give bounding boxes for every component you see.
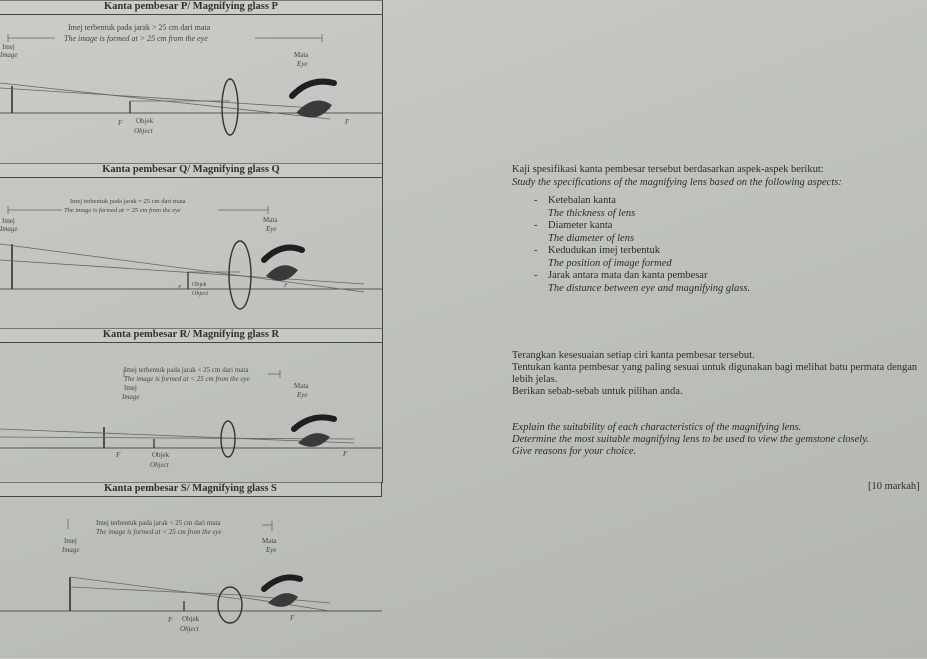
bullet-dash-icon: - bbox=[534, 195, 538, 206]
panel-s-title: Kanta pembesar S/ Magnifying glass S bbox=[0, 482, 382, 497]
panel-s-eyebrow-icon bbox=[264, 577, 300, 589]
aspect-en: The position of image formed bbox=[548, 257, 672, 269]
aspect-en: The distance between eye and magnifying glass. bbox=[548, 282, 751, 294]
panel-r-f-right: F bbox=[343, 450, 348, 458]
instruction-ms-2: Tentukan kanta pembesar yang paling sesuai untuk digunakan bagi melihat batu permata dengan lebih jelas. bbox=[512, 362, 918, 385]
panel-r-image-ms: Imej bbox=[124, 384, 137, 392]
instruction-ms-1: Terangkan kesesuaian setiap ciri kanta pembesar tersebut. bbox=[512, 350, 755, 361]
aspect-item bbox=[534, 195, 922, 220]
panel-s bbox=[0, 482, 382, 659]
panel-s-ray-diagram bbox=[0, 483, 382, 659]
aspect-ms: Kedudukan imej terbentuk bbox=[548, 245, 660, 256]
panel-q-eyebrow-icon bbox=[264, 248, 302, 260]
panel-s-caption-en: The image is formed at < 25 cm from the eye bbox=[96, 528, 222, 536]
panel-q-ray-diagram bbox=[0, 164, 382, 329]
panel-q-eye-icon bbox=[266, 265, 298, 281]
aspect-en: The diameter of lens bbox=[548, 232, 635, 244]
instructions-ms bbox=[512, 350, 922, 398]
panel-p-object-en: Object bbox=[134, 127, 153, 135]
panel-p-ray-diagram bbox=[0, 1, 382, 164]
panel-r-object-en: Object bbox=[150, 461, 169, 469]
panel-r-ray-diagram bbox=[0, 329, 382, 483]
aspect-ms: Diameter kanta bbox=[548, 220, 613, 231]
panel-r-caption-en: The image is formed at < 25 cm from the eye bbox=[124, 375, 250, 383]
aspect-list bbox=[534, 195, 922, 295]
bullet-dash-icon: - bbox=[534, 245, 538, 256]
panel-r-eyebrow-icon bbox=[294, 417, 334, 429]
panel-s-eye-icon bbox=[268, 593, 298, 607]
aspect-ms: Jarak antara mata dan kanta pembesar bbox=[548, 270, 708, 281]
bullet-dash-icon: - bbox=[534, 270, 538, 281]
panel-s-object-en: Object bbox=[180, 625, 199, 633]
panel-q-object-en: Object bbox=[192, 291, 208, 297]
panel-s-f-right: F bbox=[290, 614, 295, 622]
intro-ms: Kaji spesifikasi kanta pembesar tersebut berdasarkan aspek-aspek berikut: bbox=[512, 164, 824, 175]
panel-p-f-right: F bbox=[345, 118, 350, 126]
panel-s-eye-en: Eye bbox=[266, 546, 277, 554]
panel-s-image-ms: Imej bbox=[64, 537, 77, 545]
panel-p-lens bbox=[222, 79, 238, 135]
panel-r-caption-ms: Imej terbentuk pada jarak < 25 cm dari mata bbox=[124, 366, 249, 374]
panel-s-image-en: Image bbox=[62, 546, 80, 554]
panel-p-eye-en: Eye bbox=[297, 60, 308, 68]
panel-p-object-ms: Objek bbox=[136, 117, 154, 125]
panel-p bbox=[0, 0, 383, 164]
panel-q-eye-ms: Mata bbox=[263, 216, 278, 224]
panel-r-image-en: Image bbox=[122, 393, 140, 401]
instruction-ms-3: Berikan sebab-sebab untuk pilihan anda. bbox=[512, 386, 683, 397]
panel-r-eye-ms: Mata bbox=[294, 382, 309, 390]
panel-p-caption-ms: Imej terbentuk pada jarak > 25 cm dari mata bbox=[68, 23, 211, 32]
instruction-en-2: Determine the most suitable magnifying lens to be used to view the gemstone closely. bbox=[512, 434, 869, 445]
aspect-item bbox=[534, 270, 922, 295]
panel-s-f-left: F bbox=[168, 616, 173, 624]
question-aspects bbox=[512, 164, 922, 295]
panel-s-caption-ms: Imej terbentuk pada jarak < 25 cm dari mata bbox=[96, 519, 221, 527]
panel-s-lens bbox=[218, 587, 242, 623]
panel-p-eyebrow-icon bbox=[292, 82, 334, 96]
panel-q-caption-en: The image is formed at = 25 cm from the eye bbox=[64, 207, 181, 214]
panel-r-eye-en: Eye bbox=[297, 391, 308, 399]
aspect-ms: Ketebalan kanta bbox=[548, 195, 616, 206]
panel-r-lens bbox=[221, 421, 235, 457]
panel-q-eye-en: Eye bbox=[266, 225, 277, 233]
panel-r-eye-icon bbox=[298, 433, 330, 447]
panel-p-title: Kanta pembesar P/ Magnifying glass P bbox=[0, 0, 382, 15]
marks-label: [10 markah] bbox=[868, 481, 920, 492]
panel-q bbox=[0, 163, 383, 329]
panel-q-f-left: F bbox=[178, 285, 182, 291]
aspect-item bbox=[534, 245, 922, 270]
panel-p-eye-icon bbox=[296, 101, 332, 118]
panel-q-object-ms: Objek bbox=[192, 282, 207, 288]
instructions-en bbox=[512, 422, 922, 458]
aspect-en: The thickness of lens bbox=[548, 207, 636, 219]
panel-r-object-ms: Objek bbox=[152, 451, 170, 459]
bullet-dash-icon: - bbox=[534, 220, 538, 231]
panel-p-image-ms: Imej bbox=[2, 43, 15, 51]
instruction-en-1: Explain the suitability of each characteristics of the magnifying lens. bbox=[512, 422, 802, 433]
panel-q-image-ms: Imej bbox=[2, 217, 15, 225]
panel-q-image-en: Image bbox=[0, 225, 18, 233]
instruction-en-3: Give reasons for your choice. bbox=[512, 446, 637, 457]
panel-r-title: Kanta pembesar R/ Magnifying glass R bbox=[0, 328, 382, 343]
intro-en: Study the specifications of the magnifying lens based on the following aspects: bbox=[512, 176, 842, 188]
panel-r-f-left: F bbox=[116, 451, 121, 459]
panel-s-object-ms: Objek bbox=[182, 615, 200, 623]
panel-q-f-right: F bbox=[284, 283, 288, 289]
panel-q-title: Kanta pembesar Q/ Magnifying glass Q bbox=[0, 163, 382, 178]
panel-r bbox=[0, 328, 383, 483]
panel-p-image-en: Image bbox=[0, 51, 18, 59]
panel-s-eye-ms: Mata bbox=[262, 537, 277, 545]
panel-q-caption-ms: Imej terbentuk pada jarak = 25 cm dari mata bbox=[70, 198, 186, 205]
panel-p-f-left: F bbox=[118, 119, 123, 127]
aspect-item bbox=[534, 220, 922, 245]
panel-p-caption-en: The image is formed at > 25 cm from the eye bbox=[64, 34, 208, 43]
panel-p-eye-ms: Mata bbox=[294, 51, 309, 59]
